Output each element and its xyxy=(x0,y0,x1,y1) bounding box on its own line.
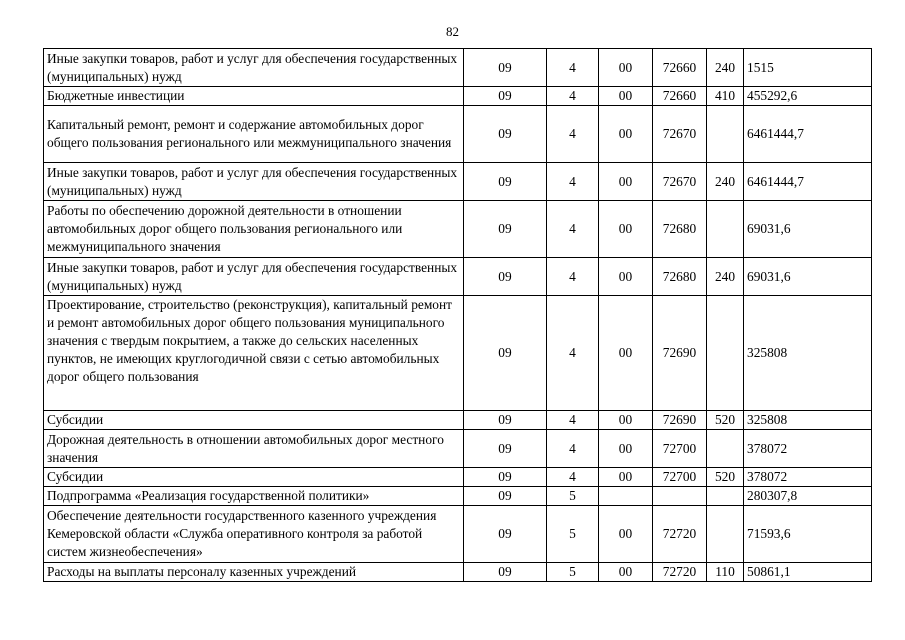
row-program: 00 xyxy=(599,106,653,163)
row-program: 00 xyxy=(599,296,653,411)
row-section: 09 xyxy=(464,49,547,87)
row-sum: 6461444,7 xyxy=(744,106,872,163)
row-name: Иные закупки товаров, работ и услуг для обеспечения государственных (муниципальных) нужд xyxy=(44,49,464,87)
row-code: 72720 xyxy=(653,506,707,563)
row-name: Иные закупки товаров, работ и услуг для обеспечения государственных (муниципальных) нужд xyxy=(44,258,464,296)
row-section: 09 xyxy=(464,163,547,201)
row-name: Расходы на выплаты персоналу казенных учреждений xyxy=(44,563,464,582)
table-row xyxy=(44,411,872,430)
row-name: Проектирование, строительство (реконструкция), капитальный ремонт и ремонт автомобильных дорог общего пользования муниципального значения с твердым покрытием, а также до сельских населенных пунктов, не имеющих круглогодичной связи с сетью автомобильных дорог общего пользования xyxy=(44,296,464,411)
row-code xyxy=(653,487,707,506)
row-subsection: 4 xyxy=(547,258,599,296)
row-sum: 378072 xyxy=(744,430,872,468)
row-code: 72690 xyxy=(653,296,707,411)
table-row xyxy=(44,430,872,468)
row-expense-type: 240 xyxy=(707,258,744,296)
row-subsection: 4 xyxy=(547,49,599,87)
row-subsection: 5 xyxy=(547,487,599,506)
row-subsection: 4 xyxy=(547,87,599,106)
row-expense-type xyxy=(707,201,744,258)
row-program: 00 xyxy=(599,506,653,563)
row-code: 72660 xyxy=(653,87,707,106)
row-name: Дорожная деятельность в отношении автомобильных дорог местного значения xyxy=(44,430,464,468)
table-row xyxy=(44,506,872,563)
table-row xyxy=(44,258,872,296)
row-sum: 50861,1 xyxy=(744,563,872,582)
table-row xyxy=(44,296,872,411)
row-section: 09 xyxy=(464,506,547,563)
row-sum: 455292,6 xyxy=(744,87,872,106)
table-row xyxy=(44,163,872,201)
row-code: 72670 xyxy=(653,163,707,201)
row-sum: 1515 xyxy=(744,49,872,87)
row-code: 72700 xyxy=(653,468,707,487)
row-code: 72680 xyxy=(653,258,707,296)
row-subsection: 4 xyxy=(547,201,599,258)
row-section: 09 xyxy=(464,106,547,163)
row-program: 00 xyxy=(599,430,653,468)
row-section: 09 xyxy=(464,87,547,106)
row-section: 09 xyxy=(464,201,547,258)
table-row xyxy=(44,201,872,258)
row-expense-type xyxy=(707,430,744,468)
row-program: 00 xyxy=(599,201,653,258)
row-expense-type xyxy=(707,106,744,163)
row-expense-type: 240 xyxy=(707,163,744,201)
row-expense-type: 410 xyxy=(707,87,744,106)
row-expense-type: 520 xyxy=(707,411,744,430)
row-section: 09 xyxy=(464,258,547,296)
row-program: 00 xyxy=(599,163,653,201)
row-program xyxy=(599,487,653,506)
row-subsection: 4 xyxy=(547,430,599,468)
row-name: Субсидии xyxy=(44,468,464,487)
row-sum: 325808 xyxy=(744,411,872,430)
row-expense-type xyxy=(707,487,744,506)
row-program: 00 xyxy=(599,563,653,582)
row-code: 72700 xyxy=(653,430,707,468)
table-row xyxy=(44,106,872,163)
row-name: Субсидии xyxy=(44,411,464,430)
table-row xyxy=(44,468,872,487)
row-expense-type xyxy=(707,296,744,411)
row-code: 72720 xyxy=(653,563,707,582)
table-row xyxy=(44,49,872,87)
row-expense-type xyxy=(707,506,744,563)
row-section: 09 xyxy=(464,430,547,468)
row-sum: 71593,6 xyxy=(744,506,872,563)
row-sum: 280307,8 xyxy=(744,487,872,506)
table-row xyxy=(44,563,872,582)
table-row xyxy=(44,87,872,106)
row-program: 00 xyxy=(599,87,653,106)
row-expense-type: 110 xyxy=(707,563,744,582)
row-sum: 325808 xyxy=(744,296,872,411)
page-number: 82 xyxy=(446,24,459,39)
row-section: 09 xyxy=(464,296,547,411)
row-expense-type: 520 xyxy=(707,468,744,487)
row-program: 00 xyxy=(599,411,653,430)
row-name: Капитальный ремонт, ремонт и содержание автомобильных дорог общего пользования регионального или межмуниципального значения xyxy=(44,106,464,163)
row-code: 72660 xyxy=(653,49,707,87)
row-code: 72670 xyxy=(653,106,707,163)
row-sum: 69031,6 xyxy=(744,201,872,258)
row-subsection: 4 xyxy=(547,163,599,201)
row-name: Обеспечение деятельности государственного казенного учреждения Кемеровской области «Служба оперативного контроля за работой систем жизнеобеспечения» xyxy=(44,506,464,563)
row-sum: 378072 xyxy=(744,468,872,487)
row-subsection: 5 xyxy=(547,563,599,582)
row-subsection: 4 xyxy=(547,411,599,430)
row-sum: 6461444,7 xyxy=(744,163,872,201)
row-name: Бюджетные инвестиции xyxy=(44,87,464,106)
row-program: 00 xyxy=(599,258,653,296)
row-section: 09 xyxy=(464,563,547,582)
row-expense-type: 240 xyxy=(707,49,744,87)
row-subsection: 4 xyxy=(547,296,599,411)
row-subsection: 5 xyxy=(547,506,599,563)
row-code: 72690 xyxy=(653,411,707,430)
row-name: Подпрограмма «Реализация государственной политики» xyxy=(44,487,464,506)
row-name: Работы по обеспечению дорожной деятельности в отношении автомобильных дорог общего пользования регионального или межмуниципального значения xyxy=(44,201,464,258)
row-section: 09 xyxy=(464,468,547,487)
row-name: Иные закупки товаров, работ и услуг для обеспечения государственных (муниципальных) нужд xyxy=(44,163,464,201)
table-row xyxy=(44,487,872,506)
row-program: 00 xyxy=(599,468,653,487)
row-code: 72680 xyxy=(653,201,707,258)
budget-table xyxy=(43,48,872,582)
row-sum: 69031,6 xyxy=(744,258,872,296)
row-section: 09 xyxy=(464,411,547,430)
row-subsection: 4 xyxy=(547,106,599,163)
row-section: 09 xyxy=(464,487,547,506)
row-subsection: 4 xyxy=(547,468,599,487)
row-program: 00 xyxy=(599,49,653,87)
